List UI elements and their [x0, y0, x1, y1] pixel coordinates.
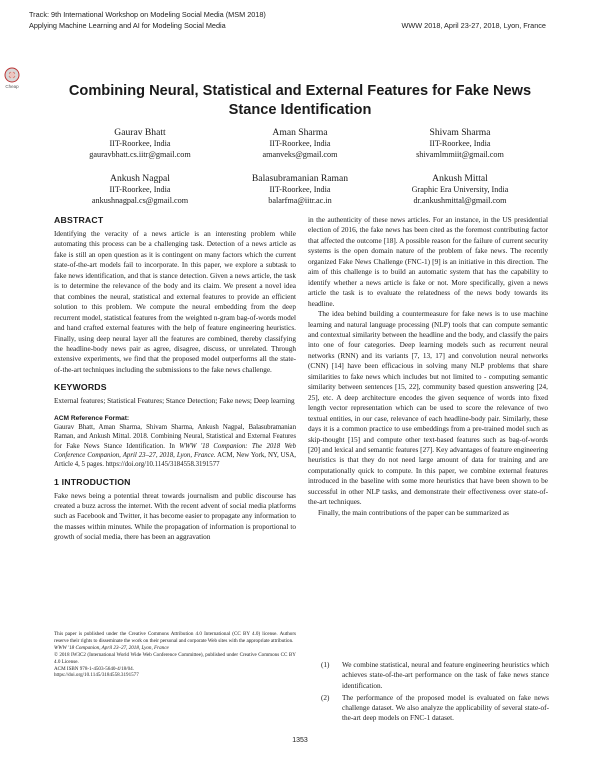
doi-note: https://doi.org/10.1145/3184558.3191577 [54, 672, 139, 679]
author-row-2 [60, 173, 540, 206]
acm-reference-venue: WWW '18 Companion: The 2018 Web Conference Companion, April 23–27, 2018, Lyon, France. [54, 442, 296, 459]
author-email: shivamlmmiit@gmail.com [416, 149, 504, 159]
introduction-text-left: Fake news being a potential threat towards journalism and public discourse has created a buzz across the internet. With the recent advent of social media platforms such as Facebook and Twitter, it has become easier to propagate any information to the masses within minutes. While the propagation of information is proportional to growth of social media, there has been an aggravation [54, 491, 296, 542]
companion-note: WWW '18 Companion, April 23–27, 2018, Lyon, France [54, 644, 169, 651]
author-block [220, 127, 380, 160]
list-item [321, 660, 549, 691]
acm-badge-logo [2, 66, 22, 98]
author-block [60, 173, 220, 206]
author-email: dr.ankushmittal@gmail.com [413, 195, 507, 205]
author-affiliation: IIT-Roorkee, India [429, 139, 491, 148]
author-block [60, 127, 220, 160]
author-name: Gaurav Bhatt [114, 127, 166, 138]
author-name: Balasubramanian Raman [251, 173, 349, 184]
author-name: Ankush Mittal [432, 173, 488, 184]
author-email: amanveks@gmail.com [262, 149, 338, 159]
author-block [220, 173, 380, 206]
right-column [308, 215, 548, 518]
author-email: ankushnagpal.cs@gmail.com [91, 195, 189, 205]
copyright-note: © 2018 IW3C2 (International World Wide Web Conference Committee), published under Creative Commons CC BY 4.0 License. [54, 651, 296, 665]
acm-reference-tail: ACM, New York, NY, USA, Article 4, 5 pages. https://doi.org/10.1145/3184558.3191577 [54, 451, 297, 469]
abstract-heading: ABSTRACT [54, 215, 104, 225]
author-block [380, 173, 540, 206]
acm-reference-text: Gaurav Bhatt, Aman Sharma, Shivam Sharma, Ankush Nagpal, Balasubramanian Raman, and Ankush Mittal. 2018. Combining Neural, Statistical and External Features for Fake News Stance Identification. In [54, 424, 296, 450]
author-affiliation: IIT-Roorkee, India [109, 139, 171, 148]
keywords-heading: KEYWORDS [54, 382, 107, 393]
running-header-left [29, 9, 266, 31]
track-line: Track: 9th International Workshop on Modeling Social Media (MSM 2018) [29, 10, 266, 19]
acm-reference [54, 414, 296, 470]
acm-reference-label: ACM Reference Format: [54, 414, 130, 422]
author-affiliation: IIT-Roorkee, India [269, 185, 331, 194]
author-name: Shivam Sharma [429, 127, 491, 138]
subtrack-line: Applying Machine Learning and AI for Modeling Social Media [29, 21, 226, 30]
list-item-number: (1) [321, 661, 330, 669]
introduction-heading: 1 INTRODUCTION [54, 476, 131, 487]
contributions-list [321, 660, 549, 726]
introduction-paragraph: in the authenticity of these news articles. For an instance, in the US presidential election of 2016, the fake news has been cited as the foremost contributing factor that affected the outcome [18]. A possible reason for the failure of current security systems is the open domain nature of the problem of fake news. The recently organized Fake News Challenge (FNC-1) [9] is an initiative in this direction. The aim of this challenge is to build an automatic system that has the capability to identify whether a news article is fake or not. More specifically, given a news article the task is to evaluate the relatedness of the news body towards its headline. [308, 216, 548, 308]
page-number: 1353 [292, 737, 308, 744]
author-email: balarfma@iitr.ac.in [268, 195, 332, 205]
introduction-paragraph: The idea behind building a countermeasure for fake news is to use machine learning and natural language processing (NLP) tools that can compute semantic and contextual similarity between the headline and the body, and classify the pairs into one of four categories. Deep learning models such as recurrent neural networks (RNN) and its variants [7, 13, 17] and convolution neural networks (CNN) [14] have been efficacious in solving many NLP problems that share similarities to fake news which includes but not limited to - computing semantic similarity between sentences [15, 22], community based question answering [24, 25], etc. A deep architecture encodes the given sequence of words into fixed length vector representation which can be used to score the relevance of two textual entities, in our case, relevance of each headline-body pair. Similarly, these days it is a common practice to use embeddings from a pre-trained model such as skip-thought [15] and compute other text-based features such as bag-of-words [20] and lexical and semantic features [27]. Key advantages of feature engineering heuristics is that they do not need large amount of data for training and are computationally quick to compute. In this paper, we combine external features introduced in the baseline with some more heuristics that have been shown to be successful in other NLP tasks, and demonstrate their effectiveness over state-of-the-art techniques. [308, 310, 548, 507]
list-item-number: (2) [321, 693, 330, 702]
author-affiliation: IIT-Roorkee, India [269, 139, 331, 148]
paper-title: Combining Neural, Statistical and External Features for Fake News Stance Identification [68, 83, 532, 118]
logo-text: Cheap [5, 84, 19, 89]
copyright-footnote [54, 631, 296, 679]
abstract-text: Identifying the veracity of a news article is an interesting problem while automating this process can be a challenging task. Detection of a news article as fake is still an open question as it is contingent on many factors which the current state-of-the-art models fail to incorporate. In this paper, we explore a subtask to fake news identification, and that is stance detection. Given a news article, the task is to determine the relevance of the body and its claim. We present a novel idea that combines the neural, statistical and external features to provide an efficient solution to this problem. We compute the neural embedding from the deep recurrent model, statistical features from the weighted n-gram bag-of-words model and hand crafted external features with the help of feature engineering heuristics. Finally, using deep neural layer all the features are combined, thereby classifying the headline-body news pair as agree, disagree, discuss, or unrelated. Through extensive experiments, we find that the proposed model outperforms all the state-of-the-art techniques including the submissions to the fake news challenge. [54, 230, 296, 374]
author-name: Ankush Nagpal [110, 173, 170, 184]
venue-line: WWW 2018, April 23-27, 2018, Lyon, France [401, 21, 546, 30]
isbn-note: ACM ISBN 978-1-4503-5640-4/18/04. [54, 665, 134, 672]
author-affiliation: IIT-Roorkee, India [109, 185, 171, 194]
author-block [380, 127, 540, 160]
license-note: This paper is published under the Creative Commons Attribution 4.0 International (CC BY 4.0) license. Authors reserve their rights to disseminate the work on their personal and corporate Web sites with the appropriate attribution. [54, 631, 296, 644]
left-column [54, 215, 296, 543]
author-affiliation: Graphic Era University, India [411, 185, 509, 194]
keywords-text: External features; Statistical Features; Stance Detection; Fake news; Deep learning [54, 397, 295, 406]
author-name: Aman Sharma [272, 127, 328, 138]
author-email: gauravbhatt.cs.iitr@gmail.com [89, 149, 191, 159]
list-item [321, 693, 549, 724]
list-item-text: We combine statistical, neural and feature engineering heuristics which achieves state-of-the-art performance on the task of fake news stance identification. [342, 661, 549, 690]
list-item-text: The performance of the proposed model is evaluated on fake news challenge dataset. We also analyze the applicability of several state-of-the-art deep models on FNC-1 dataset. [342, 693, 549, 723]
introduction-paragraph: Finally, the main contributions of the paper can be summarized as [318, 508, 509, 517]
author-row-1 [60, 127, 540, 160]
